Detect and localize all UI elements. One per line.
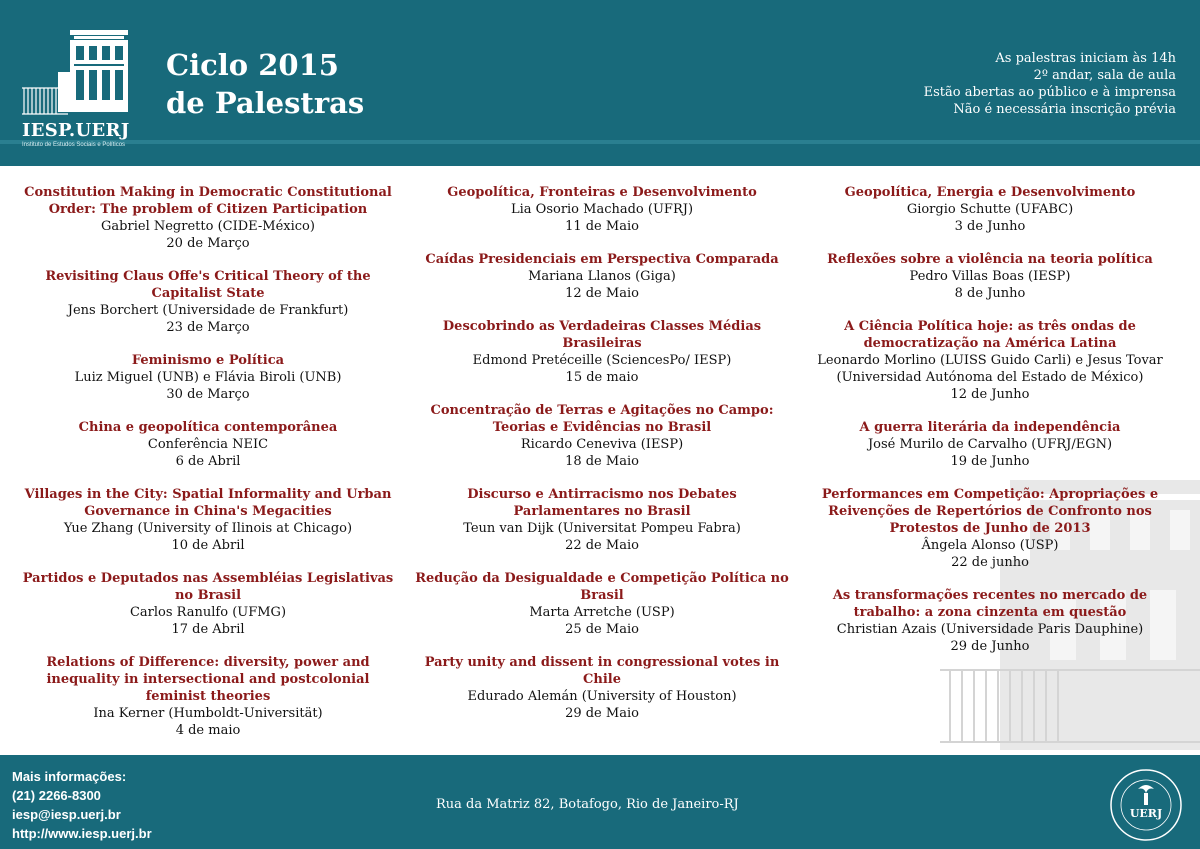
header-banner	[0, 0, 1200, 166]
contact-website-link[interactable]: http://www.iesp.uerj.br	[12, 826, 152, 841]
talk-item	[18, 419, 398, 470]
contact-info	[12, 767, 152, 843]
talk-title: Concentração de Terras e Agitações no Campo: Teorias e Evidências no Brasil	[430, 403, 774, 435]
info-line: Estão abertas ao público e à imprensa	[923, 85, 1176, 100]
info-line: Não é necessária inscrição prévia	[953, 102, 1176, 117]
talk-speaker: José Murilo de Carvalho (UFRJ/EGN)	[867, 437, 1113, 452]
talk-speaker: Conferência NEIC	[147, 437, 269, 452]
talk-title: A guerra literária da independência	[859, 420, 1121, 435]
talk-speaker: Edmond Pretéceille (SciencesPo/ IESP)	[472, 353, 732, 368]
talk-title: Geopolítica, Energia e Desenvolvimento	[844, 185, 1136, 200]
talk-title: Relations of Difference: diversity, power and inequality in intersectional and postcolonial feminist theories	[46, 655, 370, 704]
talk-item	[412, 251, 792, 302]
talk-item	[412, 654, 792, 722]
talk-speaker: Pedro Villas Boas (IESP)	[909, 269, 1071, 284]
talk-date: 17 de Abril	[171, 622, 245, 637]
talk-title: Discurso e Antirracismo nos Debates Parlamentares no Brasil	[467, 487, 737, 519]
talk-title: Descobrindo as Verdadeiras Classes Médias Brasileiras	[442, 319, 762, 351]
talk-title: As transformações recentes no mercado de trabalho: a zona cinzenta em questão	[832, 588, 1148, 620]
talk-date: 22 de Maio	[565, 538, 639, 553]
talk-item	[412, 318, 792, 386]
talk-item	[412, 570, 792, 638]
info-line: 2º andar, sala de aula	[1033, 68, 1176, 83]
address-text: Rua da Matriz 82, Botafogo, Rio de Janeiro-RJ	[436, 797, 739, 812]
talk-date: 12 de Junho	[950, 387, 1030, 402]
contact-heading: Mais informações:	[12, 769, 127, 784]
talk-date: 22 de junho	[951, 555, 1029, 570]
talk-date: 29 de Maio	[565, 706, 639, 721]
talk-title: Redução da Desigualdade e Competição Política no Brasil	[415, 571, 789, 603]
page-title	[166, 46, 364, 122]
talk-speaker: Giorgio Schutte (UFABC)	[906, 202, 1074, 217]
talk-date: 15 de maio	[565, 370, 639, 385]
talk-title: Feminismo e Política	[131, 353, 285, 368]
talk-title: A Ciência Política hoje: as três ondas de democratização na América Latina	[844, 319, 1136, 351]
talk-speaker: Leonardo Morlino (LUISS Guido Carli) e Jesus Tovar (Universidad Autónoma del Estado de México)	[817, 353, 1163, 385]
talk-speaker: Teun van Dijk (Universitat Pompeu Fabra)	[463, 521, 741, 536]
talk-item	[18, 268, 398, 336]
schedule-column-2	[412, 184, 792, 738]
talk-speaker: Mariana Llanos (Giga)	[528, 269, 676, 284]
talk-speaker: Carlos Ranulfo (UFMG)	[129, 605, 287, 620]
talk-speaker: Luiz Miguel (UNB) e Flávia Biroli (UNB)	[74, 370, 342, 385]
talk-date: 6 de Abril	[175, 454, 241, 469]
talk-speaker: Ina Kerner (Humboldt-Universität)	[93, 706, 323, 721]
uerj-seal-icon	[1108, 767, 1184, 843]
talk-title: Performances em Competição: Apropriações e Reivenções de Repertórios de Confronto nos Protestos de Junho de 2013	[821, 487, 1159, 536]
talk-title: Villages in the City: Spatial Informality and Urban Governance in China's Megacities	[24, 487, 392, 519]
talk-item	[18, 570, 398, 638]
talk-speaker: Marta Arretche (USP)	[529, 605, 675, 620]
talk-item	[800, 184, 1180, 235]
talk-title: Reflexões sobre a violência na teoria política	[827, 252, 1153, 267]
talk-title: Constitution Making in Democratic Constitutional Order: The problem of Citizen Participation	[24, 185, 392, 217]
schedule-column-3	[800, 184, 1180, 671]
talk-item	[412, 184, 792, 235]
header-stripe	[0, 140, 1200, 144]
talk-item	[18, 486, 398, 554]
talk-title: Caídas Presidenciais em Perspectiva Comparada	[425, 252, 779, 267]
talk-item	[800, 486, 1180, 571]
talk-date: 19 de Junho	[950, 454, 1030, 469]
logo-subtitle: Instituto de Estudos Sociais e Políticos	[22, 142, 126, 148]
talk-speaker: Jens Borchert (Universidade de Frankfurt)	[67, 303, 349, 318]
talk-date: 8 de Junho	[954, 286, 1026, 301]
seal-text: UERJ	[1129, 807, 1163, 820]
talk-item	[412, 486, 792, 554]
talk-date: 23 de Março	[166, 320, 250, 335]
contact-email-link[interactable]: iesp@iesp.uerj.br	[12, 807, 121, 822]
talk-date: 18 de Maio	[565, 454, 639, 469]
talk-speaker: Ângela Alonso (USP)	[921, 538, 1059, 553]
talk-date: 10 de Abril	[171, 538, 245, 553]
talk-date: 3 de Junho	[954, 219, 1026, 234]
talk-title: Partidos e Deputados nas Assembléias Legislativas no Brasil	[22, 571, 394, 603]
talk-speaker: Edurado Alemán (University of Houston)	[467, 689, 737, 704]
title-line-1: Ciclo 2015	[166, 48, 339, 82]
talk-item	[18, 184, 398, 252]
talk-item	[800, 318, 1180, 403]
talk-title: Revisiting Claus Offe's Critical Theory of the Capitalist State	[45, 269, 371, 301]
talk-date: 4 de maio	[175, 723, 241, 738]
contact-phone: (21) 2266-8300	[12, 788, 101, 803]
talk-title: China e geopolítica contemporânea	[78, 420, 338, 435]
event-info	[756, 50, 1176, 118]
talk-speaker: Christian Azais (Universidade Paris Dauphine)	[836, 622, 1144, 637]
talk-date: 11 de Maio	[565, 219, 639, 234]
talk-speaker: Lia Osorio Machado (UFRJ)	[510, 202, 694, 217]
talk-date: 29 de Junho	[950, 639, 1030, 654]
schedule-column-1	[18, 184, 398, 755]
talk-speaker: Yue Zhang (University of Ilinois at Chicago)	[63, 521, 353, 536]
talk-title: Party unity and dissent in congressional votes in Chile	[424, 655, 780, 687]
talk-title: Geopolítica, Fronteiras e Desenvolvimento	[447, 185, 757, 200]
talk-item	[800, 251, 1180, 302]
footer-banner	[0, 755, 1200, 849]
talk-item	[18, 352, 398, 403]
talk-date: 30 de Março	[166, 387, 250, 402]
talk-item	[800, 587, 1180, 655]
title-line-2: de Palestras	[166, 86, 365, 120]
talk-date: 25 de Maio	[565, 622, 639, 637]
info-line: As palestras iniciam às 14h	[995, 51, 1176, 66]
talk-date: 12 de Maio	[565, 286, 639, 301]
talk-item	[18, 654, 398, 739]
logo-text: IESP.UERJ	[22, 120, 130, 141]
talk-item	[412, 402, 792, 470]
talk-speaker: Ricardo Ceneviva (IESP)	[520, 437, 684, 452]
talk-item	[800, 419, 1180, 470]
talk-date: 20 de Março	[166, 236, 250, 251]
talk-speaker: Gabriel Negretto (CIDE-México)	[101, 219, 315, 234]
